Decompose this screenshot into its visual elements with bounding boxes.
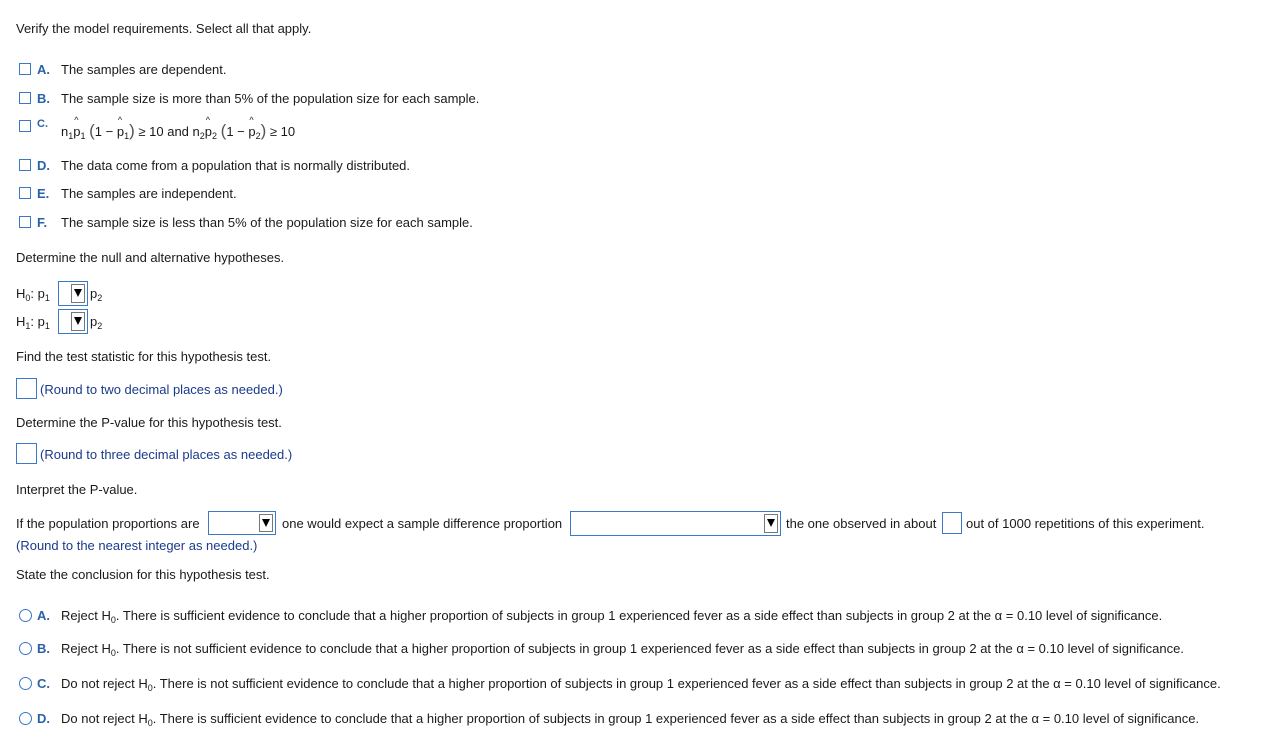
interpret-prompt: Interpret the P-value. (16, 482, 138, 497)
option-letter: D. (37, 158, 50, 173)
option-letter: E. (37, 186, 50, 201)
option-text: The samples are independent. (61, 186, 237, 201)
checkbox-d[interactable] (19, 159, 31, 171)
option-text: Reject $H_0$. There is not sufficient evidence to conclude that a higher proportion of subjects in group 1 experienced fever as a side effect than subjects in group 2 at the α = 0.10 level of significance. (61, 641, 1184, 658)
option-letter: C. (37, 118, 48, 130)
sample-difference-dropdown[interactable] (570, 511, 781, 536)
hypotheses-prompt: Determine the null and alternative hypotheses. (16, 250, 285, 265)
p-value-input[interactable] (16, 443, 37, 464)
population-proportions-dropdown[interactable] (208, 511, 276, 535)
conclusion-prompt: State the conclusion for this hypothesis test. (16, 567, 270, 582)
radio-d[interactable] (19, 712, 32, 725)
interpret-text-3: the one observed in about (786, 516, 937, 531)
checkbox-b[interactable] (19, 92, 31, 104)
chevron-down-icon (259, 514, 273, 532)
h0-p2: $p_2$ (90, 286, 103, 303)
radio-c[interactable] (19, 677, 32, 690)
sample-size-formula: $n_1\^{}$ $p_1$ (1 − ^ $p_1) \ge 10$ and $n_2\^{}$ $p_2$ (1 − ^ $p_2) \ge 10$ (61, 121, 295, 141)
option-text: Reject $H_0$. There is sufficient evidence to conclude that a higher proportion of subjects in group 1 experienced fever as a side effect than subjects in group 2 at the α = 0.10 level of significance. (61, 608, 1163, 625)
option-text: Do not reject $H_0$. There is sufficient evidence to conclude that a higher proportion of subjects in group 1 experienced fever as a side effect than subjects in group 2 at the α = 0.10 level of significance. (61, 711, 1200, 728)
option-text: The sample size is less than 5% of the population size for each sample. (61, 215, 473, 230)
requirements-prompt: Verify the model requirements. Select all that apply. (16, 21, 312, 36)
interpret-text-4: out of 1000 repetitions of this experiment. (966, 516, 1205, 531)
option-letter: C. (37, 676, 50, 691)
checkbox-e[interactable] (19, 187, 31, 199)
checkbox-f[interactable] (19, 216, 31, 228)
interpret-text-1: If the population proportions are (16, 516, 200, 531)
option-letter: F. (37, 215, 48, 230)
chevron-down-icon (71, 284, 85, 303)
chevron-down-icon (764, 514, 778, 533)
option-letter: B. (37, 641, 50, 656)
test-statistic-prompt: Find the test statistic for this hypothesis test. (16, 349, 272, 364)
chevron-down-icon (71, 312, 85, 331)
h1-p2: $p_2$ (90, 314, 103, 331)
p-value-hint: (Round to three decimal places as needed.) (40, 447, 293, 462)
p-value-prompt: Determine the P-value for this hypothesis test. (16, 415, 282, 430)
h0-relation-dropdown[interactable] (58, 281, 88, 306)
test-statistic-input[interactable] (16, 378, 37, 399)
h0-label: $H_0$: $p_1$ (16, 286, 50, 303)
option-letter: D. (37, 711, 50, 726)
test-statistic-hint: (Round to two decimal places as needed.) (40, 382, 283, 397)
radio-b[interactable] (19, 642, 32, 655)
option-text: The data come from a population that is normally distributed. (61, 158, 411, 173)
option-letter: A. (37, 62, 50, 77)
checkbox-c[interactable] (19, 120, 31, 132)
option-text: The samples are dependent. (61, 62, 227, 77)
h1-label: $H_1$: $p_1$ (16, 314, 50, 331)
interpret-text-2: one would expect a sample difference proportion (282, 516, 563, 531)
checkbox-a[interactable] (19, 63, 31, 75)
option-text: The sample size is more than 5% of the population size for each sample. (61, 91, 480, 106)
option-letter: B. (37, 91, 50, 106)
option-text: Do not reject $H_0$. There is not sufficient evidence to conclude that a higher proportion of subjects in group 1 experienced fever as a side effect than subjects in group 2 at the α = 0.10 level of significance. (61, 676, 1221, 693)
interpret-hint: (Round to the nearest integer as needed.) (16, 538, 258, 553)
option-letter: A. (37, 608, 50, 623)
repetitions-input[interactable] (942, 512, 962, 534)
radio-a[interactable] (19, 609, 32, 622)
h1-relation-dropdown[interactable] (58, 309, 88, 334)
